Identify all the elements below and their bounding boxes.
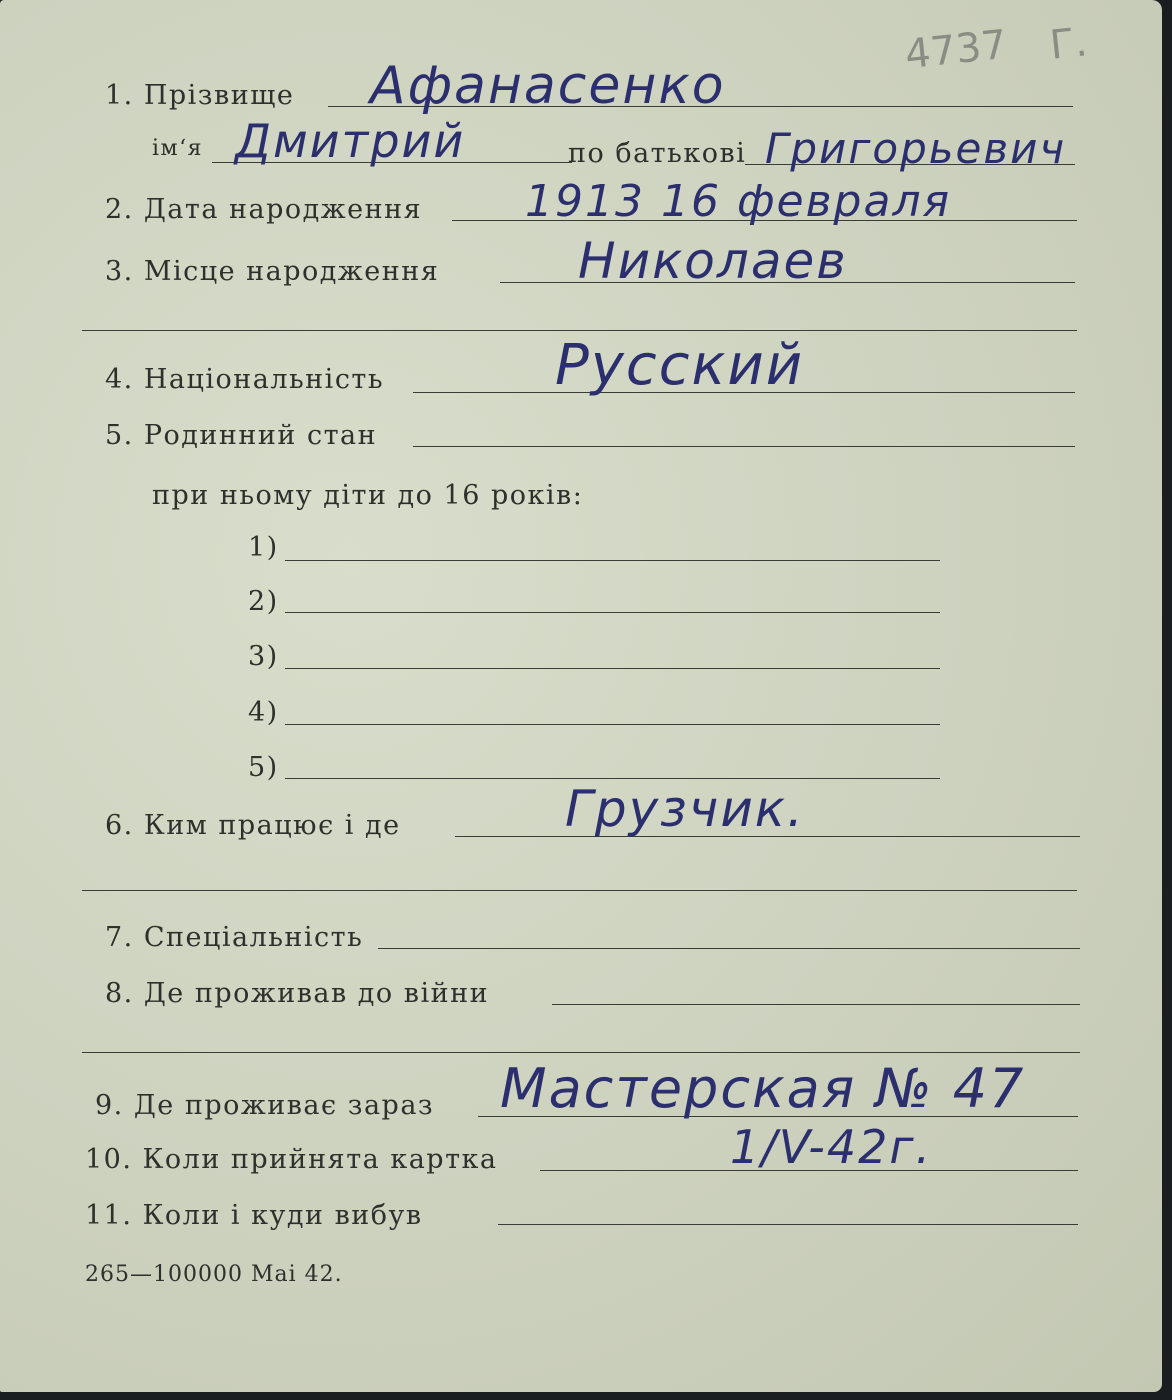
current-residence-value: Мастерская № 47: [500, 1057, 1026, 1120]
prewar-residence-line: [552, 1004, 1080, 1005]
archive-suffix: Г.: [1047, 19, 1090, 69]
marital-status-label: 5. Родинний стан: [105, 420, 378, 451]
first-name-label: ім‘я: [152, 136, 204, 161]
departure-label: 11. Коли і куди вибув: [85, 1200, 423, 1231]
occupation-line-2: [82, 890, 1077, 891]
child-1-number: 1): [248, 532, 279, 563]
birth-place-line-2: [82, 330, 1077, 331]
child-2-number: 2): [248, 586, 279, 617]
card-accepted-value: 1/V-42г.: [730, 1120, 933, 1174]
birth-place-label: 3. Місце народження: [105, 256, 440, 287]
patronymic-value: Григорьевич: [765, 124, 1067, 173]
departure-line: [498, 1224, 1078, 1225]
child-5-number: 5): [248, 752, 279, 783]
birth-place-value: Николаев: [578, 232, 848, 290]
occupation-label: 6. Ким працює і де: [105, 810, 401, 841]
nationality-label: 4. Національність: [105, 364, 385, 395]
child-4-number: 4): [248, 697, 279, 728]
archive-number: 4737: [902, 21, 1009, 79]
marital-status-line: [413, 446, 1075, 447]
child-3-number: 3): [248, 641, 279, 672]
prewar-residence-line-2: [82, 1052, 1080, 1053]
birth-date-label: 2. Дата народження: [105, 194, 423, 225]
children-label: при ньому діти до 16 років:: [152, 480, 584, 511]
specialty-label: 7. Спеціальність: [105, 922, 364, 953]
current-residence-label: 9. Де проживає зараз: [95, 1090, 435, 1121]
specialty-line: [378, 948, 1080, 949]
occupation-value: Грузчик.: [565, 780, 805, 838]
surname-label: 1. Прізвище: [105, 80, 295, 111]
first-name-value: Дмитрий: [235, 114, 466, 168]
child-1-line: [285, 560, 940, 561]
surname-value: Афанасенко: [370, 56, 726, 116]
birth-date-value: 1913 16 февраля: [525, 176, 952, 227]
patronymic-label: по батькові: [568, 138, 747, 169]
child-5-line: [285, 778, 940, 779]
card-accepted-label: 10. Коли прийнята картка: [85, 1144, 498, 1175]
child-2-line: [285, 612, 940, 613]
child-3-line: [285, 668, 940, 669]
nationality-value: Русский: [555, 333, 805, 398]
child-4-line: [285, 724, 940, 725]
prewar-residence-label: 8. Де проживав до війни: [105, 978, 490, 1009]
print-code: 265—100000 Mai 42.: [85, 1262, 343, 1287]
